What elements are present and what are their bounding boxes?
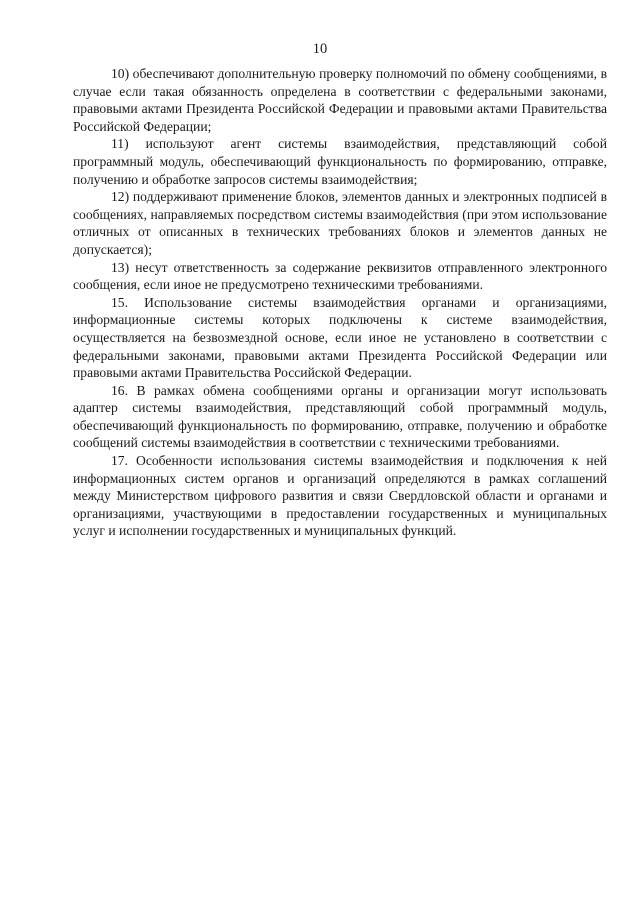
paragraph-item-11: 11) используют агент системы взаимодействия, представляющий собой программный модуль, обеспечивающий функциональность по формированию, отправке, получению и обработке запросов системы взаимодействия; bbox=[73, 136, 607, 187]
paragraph-clause-15: 15. Использование системы взаимодействия органами и организациями, информационные системы которых подключены к системе взаимодействия, осуществляется на безвозмездной основе, если иное не установлено в соответствии с федеральными законами, правовыми актами Президента Российской Федерации или правовыми актами Правительства Российской Федерации. bbox=[73, 294, 607, 381]
paragraph-item-13: 13) несут ответственность за содержание реквизитов отправленного электронного сообщения, если иное не предусмотрено техническими требованиями. bbox=[73, 259, 607, 293]
page-number: 10 bbox=[312, 41, 328, 57]
paragraph-item-12: 12) поддерживают применение блоков, элементов данных и электронных подписей в сообщениях, направляемых посредством системы взаимодействия (при этом использование отличных от описанных в технических требованиях блоков и элементов данных не допускается); bbox=[73, 189, 607, 257]
paragraph-item-10: 10) обеспечивают дополнительную проверку полномочий по обмену сообщениями, в случае если такая обязанность определена в соответствии с федеральными законами, правовыми актами Президента Российской Федерации и правовыми актами Правительства Российской Федерации; bbox=[73, 66, 607, 134]
document-body bbox=[73, 65, 607, 540]
paragraph-clause-16: 16. В рамках обмена сообщениями органы и организации могут использовать адаптер системы взаимодействия, представляющий собой программный модуль, обеспечивающий функциональность по формированию, отправке, получению и обработке сообщений системы взаимодействия в соответствии с техническими требованиями. bbox=[73, 382, 607, 451]
paragraph-clause-17: 17. Особенности использования системы взаимодействия и подключения к ней информационных систем органов и организаций определяются в рамках соглашений между Министерством цифрового развития и связи Свердловской области и органами и организациями, участвующими в предоставлении государственных и муниципальных услуг и исполнении государственных и муниципальных функций. bbox=[73, 453, 607, 539]
